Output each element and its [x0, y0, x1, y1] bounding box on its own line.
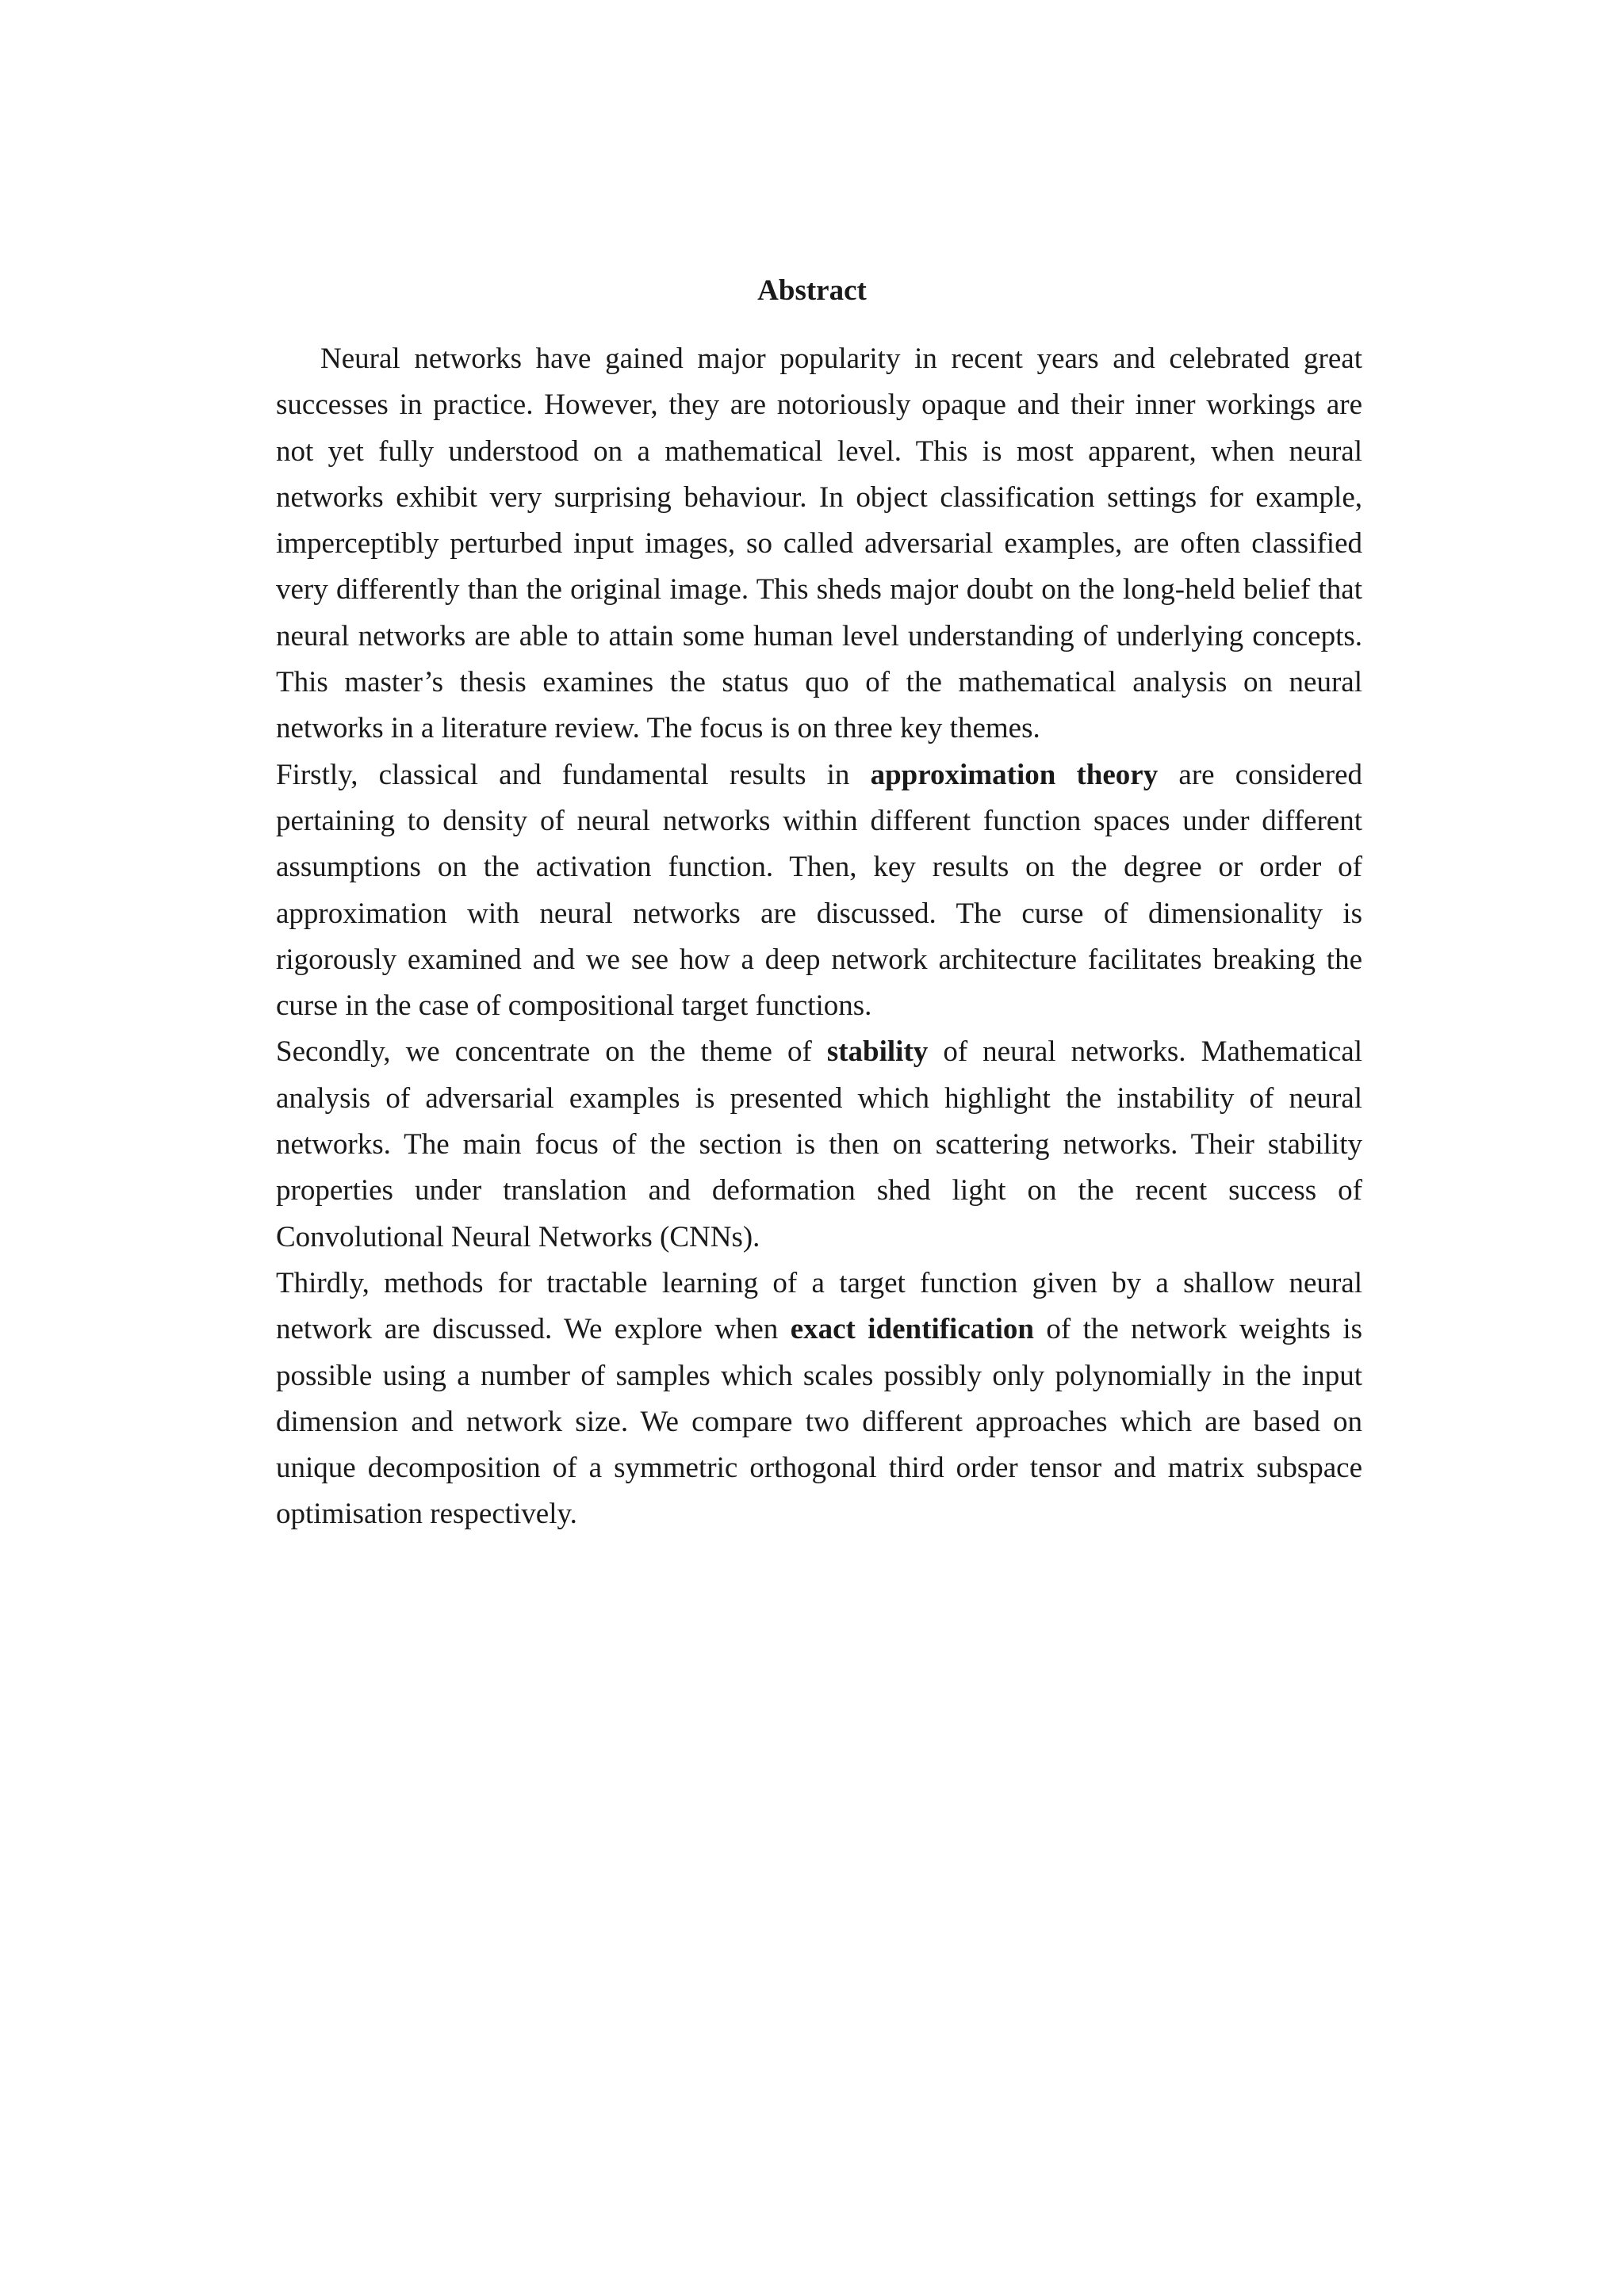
abstract-heading: Abstract	[757, 274, 867, 307]
paragraph-text: Firstly, classical and fundamental results in	[276, 758, 871, 791]
keyword-stability: stability	[826, 1035, 929, 1069]
paragraph-text: Secondly, we concentrate on the theme of	[276, 1035, 827, 1069]
paragraph-text: Neural networks have gained major popularity in recent years and celebrated great successes in practice. However, they are notoriously opaque and their inner workings are not yet fully understood on a mathematical level. This is most apparent, when neural networks exhibit very surprising behaviour. In object classification settings for example, imperceptibly perturbed input images, so called adversarial examples, are often classified very differently than the original image. This sheds major doubt on the long-held belief that neural networks are able to attain some human level understanding of underlying concepts. This master’s thesis examines the status quo of the mathematical analysis on neural networks in a literature review. The focus is on three key themes.	[276, 342, 1362, 745]
abstract-paragraph-stability	[276, 1029, 1362, 1260]
abstract-paragraph-identification	[276, 1261, 1362, 1538]
abstract-paragraph-intro	[276, 336, 1362, 752]
abstract-paragraph-approximation	[276, 752, 1362, 1030]
paragraph-text: Thirdly, methods for tractable learning of a target function given by a shallow neural network are discussed. We explore when	[276, 1266, 1362, 1346]
paragraph-text: are considered pertaining to density of neural networks within different function spaces under different assumptions on the activation function. Then, key results on the degree or order of approximation with neural networks are discussed. The curse of dimensionality is rigorously examined and we see how a deep network architecture facilitates breaking the curse in the case of compositional target functions.	[276, 758, 1363, 1023]
paragraph-text: of neural networks. Mathematical analysis of adversarial examples is presented which highlight the instability of neural networks. The main focus of the section is then on scattering networks. Their stability properties under translation and deformation shed light on the recent success of Convolutional Neural Networks (CNNs).	[276, 1035, 1362, 1253]
keyword-approximation-theory: approximation theory	[870, 758, 1159, 791]
abstract-body	[276, 336, 1362, 1538]
keyword-exact-identification: exact identification	[790, 1313, 1034, 1346]
paragraph-text: of the network weights is possible using a number of samples which scales possibly only polynomially in the input dimension and network size. We compare two different approaches which are based on unique decomposition of a symmetric orthogonal third order tensor and matrix subspace optimisation respectively.	[276, 1313, 1362, 1531]
